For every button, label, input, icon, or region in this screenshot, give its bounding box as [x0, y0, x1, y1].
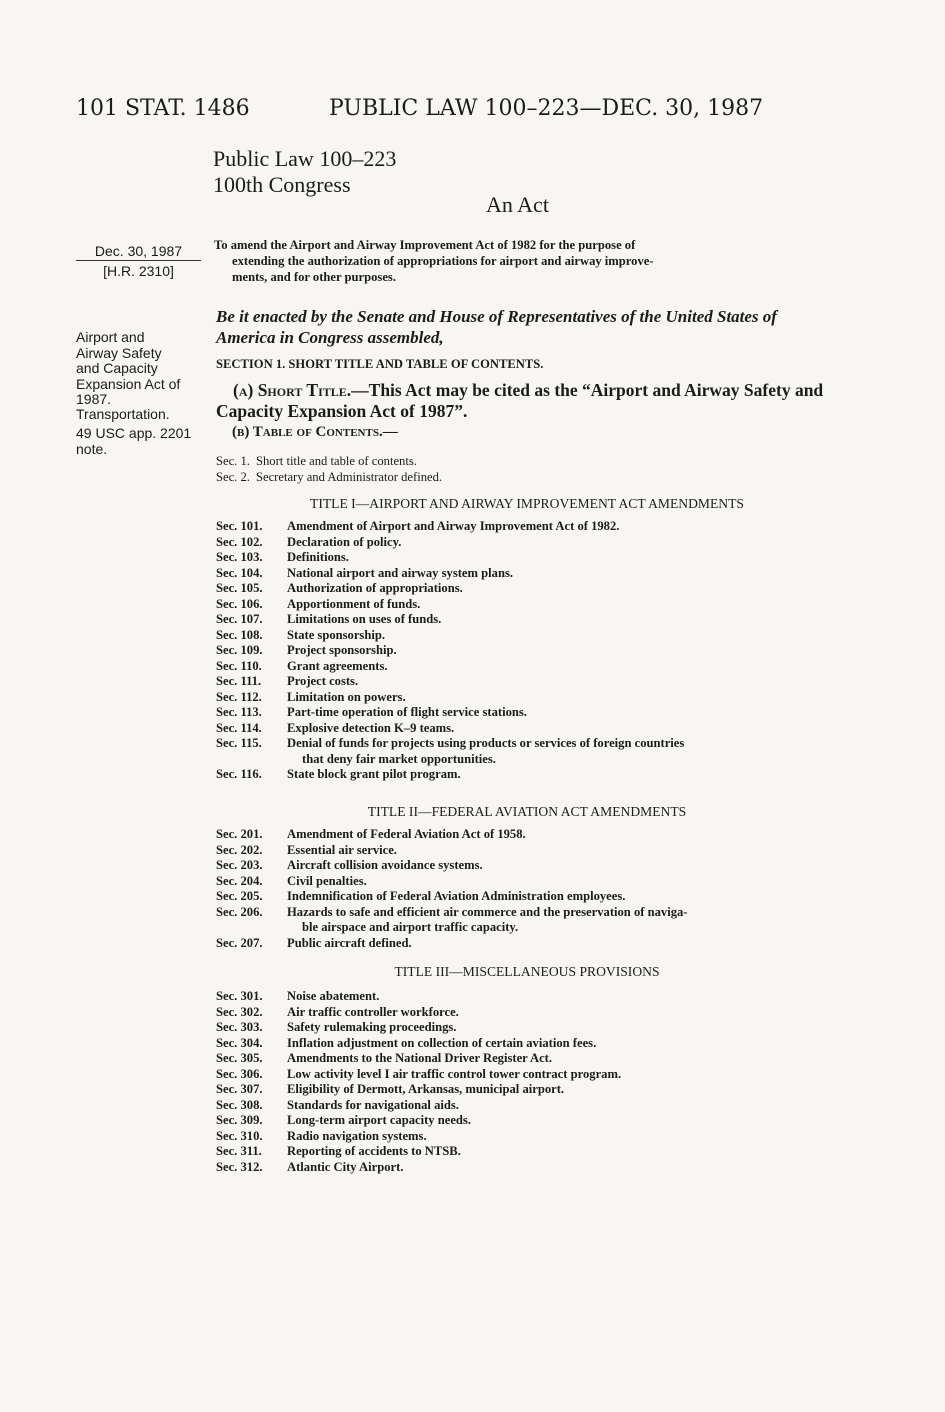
toc-entry-text-line: Radio navigation systems.	[287, 1128, 427, 1143]
toc-entry-text	[287, 1020, 838, 1036]
toc-entry	[216, 1082, 838, 1098]
margin-divider	[76, 260, 201, 261]
toc-entry-number: Sec. 311.	[216, 1144, 262, 1158]
purpose-line: ments, and for other purposes.	[232, 270, 396, 284]
toc-entry	[216, 690, 838, 706]
toc-entry	[216, 889, 838, 905]
toc-entry-text	[287, 705, 838, 721]
toc-entry	[216, 905, 838, 936]
purpose-line: extending the authorization of appropriations for airport and airway improve-	[232, 254, 654, 268]
toc-entry-text	[287, 858, 838, 874]
toc-entry-number: Sec. 304.	[216, 1035, 263, 1050]
act-heading	[213, 146, 613, 198]
toc-entry-text	[287, 1160, 838, 1176]
toc-entry-text-line: Safety rulemaking proceedings.	[287, 1020, 457, 1034]
toc-entry	[216, 705, 838, 721]
toc-entry-number: Sec. 310.	[216, 1128, 263, 1143]
toc-entry	[216, 989, 838, 1005]
margin-topic: Transportation.	[76, 406, 170, 422]
toc-entry	[216, 612, 838, 628]
toc-entry-text: Short title and table of contents.	[256, 454, 417, 468]
toc-entry-number: Sec. 106.	[216, 596, 263, 611]
toc-entry-text	[287, 905, 838, 936]
purpose-line: To amend the Airport and Airway Improvement Act of 1982 for the purpose of	[214, 238, 636, 252]
toc-entry-text-line: Apportionment of funds.	[287, 596, 421, 611]
toc-entry-text-line: ble airspace and airport traffic capacity.	[302, 920, 519, 934]
toc-entry-text	[287, 628, 838, 644]
margin-date: Dec. 30, 1987	[94, 243, 183, 259]
toc-entry-text-line: Definitions.	[287, 550, 349, 564]
toc-entry-text	[287, 690, 838, 706]
toc-entry-text-line: Inflation adjustment on collection of certain aviation fees.	[287, 1035, 597, 1050]
toc-entry	[216, 1020, 838, 1036]
toc-entry-text-line: Essential air service.	[287, 842, 397, 857]
title-1-heading: TITLE I—AIRPORT AND AIRWAY IMPROVEMENT ACT AMENDMENTS	[310, 496, 744, 511]
title-1-toc	[216, 519, 838, 783]
toc-entry-text-line: State block grant pilot program.	[287, 767, 461, 781]
toc-entry-number: Sec. 307.	[216, 1082, 263, 1096]
toc-entry-text: Secretary and Administrator defined.	[256, 469, 443, 484]
margin-usc-line: note.	[76, 440, 108, 457]
toc-entry-text	[287, 550, 838, 566]
toc-entry-text-line: Declaration of policy.	[287, 534, 402, 549]
toc-entry-number: Sec. 108.	[216, 627, 263, 642]
margin-usc-note	[76, 426, 201, 457]
toc-entry-number: Sec. 305.	[216, 1051, 263, 1065]
enacting-clause: Be it enacted by the Senate and House of Representatives of the United States of America in Congress assembled,	[216, 307, 777, 347]
toc-entry-text-line: Grant agreements.	[287, 658, 388, 673]
toc-entry-text-line: Amendment of Federal Aviation Act of 1958.	[287, 827, 526, 841]
toc-entry	[216, 643, 838, 659]
margin-usc-line: 49 USC app. 2201	[76, 425, 192, 441]
toc-entry	[216, 550, 838, 566]
title-2-heading: TITLE II—FEDERAL AVIATION ACT AMENDMENTS	[367, 804, 687, 819]
toc-entry	[216, 581, 838, 597]
stat-citation: 101 STAT. 1486	[76, 96, 250, 121]
toc-entry-number: Sec. 207.	[216, 935, 263, 950]
toc-entry-text	[287, 597, 838, 613]
toc-entry-text-line: Civil penalties.	[287, 873, 367, 888]
toc-entry-text-line: Long-term airport capacity needs.	[287, 1113, 471, 1127]
toc-entry	[216, 1067, 838, 1083]
toc-entry-text	[287, 1082, 838, 1098]
toc-entry	[216, 470, 838, 486]
toc-entry-number: Sec. 201.	[216, 827, 263, 841]
margin-short-title-line: 1987.	[76, 391, 112, 407]
toc-entry	[216, 597, 838, 613]
toc-entry	[216, 858, 838, 874]
toc-entry-text	[287, 659, 838, 675]
toc-entry	[216, 936, 838, 952]
toc-entry-text-line: State sponsorship.	[287, 627, 385, 642]
toc-entry-text	[287, 721, 838, 737]
toc-entry	[216, 628, 838, 644]
toc-entry-text-line: Standards for navigational aids.	[287, 1097, 459, 1112]
margin-short-title	[76, 330, 201, 408]
toc-entry-number: Sec. 205.	[216, 889, 263, 903]
toc-entry-text-line: Public aircraft defined.	[287, 935, 412, 950]
toc-entry-text	[287, 581, 838, 597]
toc-entry	[216, 721, 838, 737]
toc-entry-text-line: that deny fair market opportunities.	[302, 751, 496, 766]
toc-entry-text-line: Noise abatement.	[287, 989, 380, 1003]
toc-entry-text	[287, 674, 838, 690]
toc-entry-number: Sec. 104.	[216, 565, 263, 580]
toc-entry-number: Sec. 111.	[216, 674, 262, 688]
toc-entry	[216, 535, 838, 551]
toc-entry-text	[287, 566, 838, 582]
toc-entry-text	[287, 736, 838, 767]
section-1-heading: SECTION 1. SHORT TITLE AND TABLE OF CONTENTS.	[216, 357, 544, 371]
toc-entry-text-line: Reporting of accidents to NTSB.	[287, 1144, 461, 1158]
toc-entry-number: Sec. 2.	[216, 469, 250, 484]
toc-entry	[216, 1098, 838, 1114]
title-3-toc	[216, 989, 838, 1175]
toc-entry-number: Sec. 105.	[216, 581, 263, 595]
toc-entry-number: Sec. 1.	[216, 454, 250, 468]
toc-entry	[216, 767, 838, 783]
toc-entry	[216, 659, 838, 675]
toc-entry-text	[287, 535, 838, 551]
toc-entry-text	[287, 1067, 838, 1083]
toc-entry-text	[287, 936, 838, 952]
margin-short-title-line: Airway Safety	[76, 344, 162, 361]
toc-entry-number: Sec. 312.	[216, 1159, 263, 1174]
toc-entry	[216, 674, 838, 690]
margin-bill-number: [H.R. 2310]	[103, 263, 174, 279]
toc-entry-number: Sec. 101.	[216, 519, 263, 533]
toc-entry-number: Sec. 204.	[216, 873, 263, 888]
toc-entry-number: Sec. 109.	[216, 643, 263, 657]
toc-entry-number: Sec. 202.	[216, 842, 263, 857]
toc-entry	[216, 519, 838, 535]
toc-entry-number: Sec. 112.	[216, 689, 262, 704]
toc-entry	[216, 1051, 838, 1067]
toc-entry-text-line: Hazards to safe and efficient air commerce and the preservation of naviga-	[287, 904, 688, 919]
toc-entry-text-line: Project costs.	[287, 674, 359, 688]
toc-entry-number: Sec. 102.	[216, 534, 263, 549]
toc-entry-text	[287, 612, 838, 628]
toc-entry-number: Sec. 116.	[216, 767, 262, 781]
toc-entry-text-line: Amendments to the National Driver Register Act.	[287, 1051, 553, 1065]
toc-entry-text	[287, 989, 838, 1005]
toc-label: (b) Table of Contents.—	[232, 424, 398, 440]
toc-entry-text-line: Project sponsorship.	[287, 643, 397, 657]
toc-entry	[216, 1129, 838, 1145]
congress-number: 100th Congress	[213, 172, 351, 197]
toc-entry-text	[287, 889, 838, 905]
law-date-header: PUBLIC LAW 100–223—DEC. 30, 1987	[329, 96, 764, 121]
toc-entry-text-line: Low activity level I air traffic control tower contract program.	[287, 1066, 622, 1081]
toc-entry-text	[287, 1144, 838, 1160]
toc-entry-text-line: National airport and airway system plans.	[287, 565, 513, 580]
toc-entry-text-line: Explosive detection K–9 teams.	[287, 720, 455, 735]
toc-entry-text-line: Denial of funds for projects using products or services of foreign countries	[287, 736, 685, 750]
toc-entry-text	[287, 1113, 838, 1129]
toc-entry-text-line: Aircraft collision avoidance systems.	[287, 858, 483, 872]
toc-entry	[216, 736, 838, 767]
toc-entry-text-line: Indemnification of Federal Aviation Administration employees.	[287, 889, 626, 903]
toc-entry	[216, 454, 838, 470]
toc-entry-number: Sec. 203.	[216, 858, 263, 872]
toc-entry	[216, 1005, 838, 1021]
toc-entry-number: Sec. 303.	[216, 1020, 263, 1034]
toc-entry-text	[287, 767, 838, 783]
purpose-statement	[214, 237, 834, 285]
toc-entry	[216, 874, 838, 890]
toc-entry-text	[287, 1129, 838, 1145]
toc-entry-text-line: Limitation on powers.	[287, 689, 406, 704]
toc-entry	[216, 1113, 838, 1129]
toc-entry-number: Sec. 103.	[216, 550, 263, 564]
margin-short-title-line: Airport and	[76, 329, 145, 345]
toc-entry-text-line: Amendment of Airport and Airway Improvement Act of 1982.	[287, 519, 620, 533]
toc-entry-number: Sec. 115.	[216, 736, 262, 750]
toc-entry-number: Sec. 114.	[216, 720, 262, 735]
toc-entry-text-line: Part-time operation of flight service stations.	[287, 705, 527, 719]
toc-entry-text-line: Limitations on uses of funds.	[287, 612, 442, 626]
toc-entry	[216, 843, 838, 859]
short-title-paragraph	[216, 380, 838, 422]
toc-entry-text	[287, 1051, 838, 1067]
toc-entry-number: Sec. 113.	[216, 705, 262, 719]
toc-entry	[216, 566, 838, 582]
toc-entry-number: Sec. 306.	[216, 1066, 263, 1081]
toc-entry	[216, 1160, 838, 1176]
margin-short-title-line: and Capacity	[76, 360, 158, 376]
toc-entry-text	[287, 827, 838, 843]
an-act-label: An Act	[486, 192, 549, 217]
toc-entry-text-line: Atlantic City Airport.	[287, 1159, 404, 1174]
title-2-toc	[216, 827, 838, 951]
toc-entry-text	[287, 643, 838, 659]
toc-entry-number: Sec. 309.	[216, 1113, 263, 1127]
short-title-text: —This Act may be cited as the “Airport and Airway Safety and Capacity Expansion Act of 1987”.	[216, 380, 824, 421]
toc-entry-number: Sec. 302.	[216, 1004, 263, 1019]
short-title-label: (a) Short Title.	[233, 380, 352, 400]
margin-short-title-line: Expansion Act of	[76, 375, 181, 392]
toc-intro-list	[216, 454, 838, 485]
toc-entry-text	[287, 519, 838, 535]
toc-entry-text-line: Authorization of appropriations.	[287, 581, 463, 595]
toc-entry	[216, 1036, 838, 1052]
title-3-heading: TITLE III—MISCELLANEOUS PROVISIONS	[394, 964, 660, 979]
toc-entry-number: Sec. 110.	[216, 658, 262, 673]
toc-entry-text	[287, 874, 838, 890]
toc-entry	[216, 827, 838, 843]
toc-entry-number: Sec. 308.	[216, 1097, 263, 1112]
toc-entry-text-line: Eligibility of Dermott, Arkansas, municipal airport.	[287, 1082, 565, 1096]
toc-entry-text	[287, 843, 838, 859]
toc-entry-number: Sec. 206.	[216, 904, 263, 919]
toc-entry-text	[287, 1036, 838, 1052]
toc-entry-number: Sec. 301.	[216, 989, 263, 1003]
toc-entry-text-line: Air traffic controller workforce.	[287, 1004, 459, 1019]
toc-entry-number: Sec. 107.	[216, 612, 263, 626]
toc-entry	[216, 1144, 838, 1160]
public-law-number: Public Law 100–223	[213, 146, 397, 171]
toc-entry-text	[287, 1098, 838, 1114]
toc-entry-text	[287, 1005, 838, 1021]
